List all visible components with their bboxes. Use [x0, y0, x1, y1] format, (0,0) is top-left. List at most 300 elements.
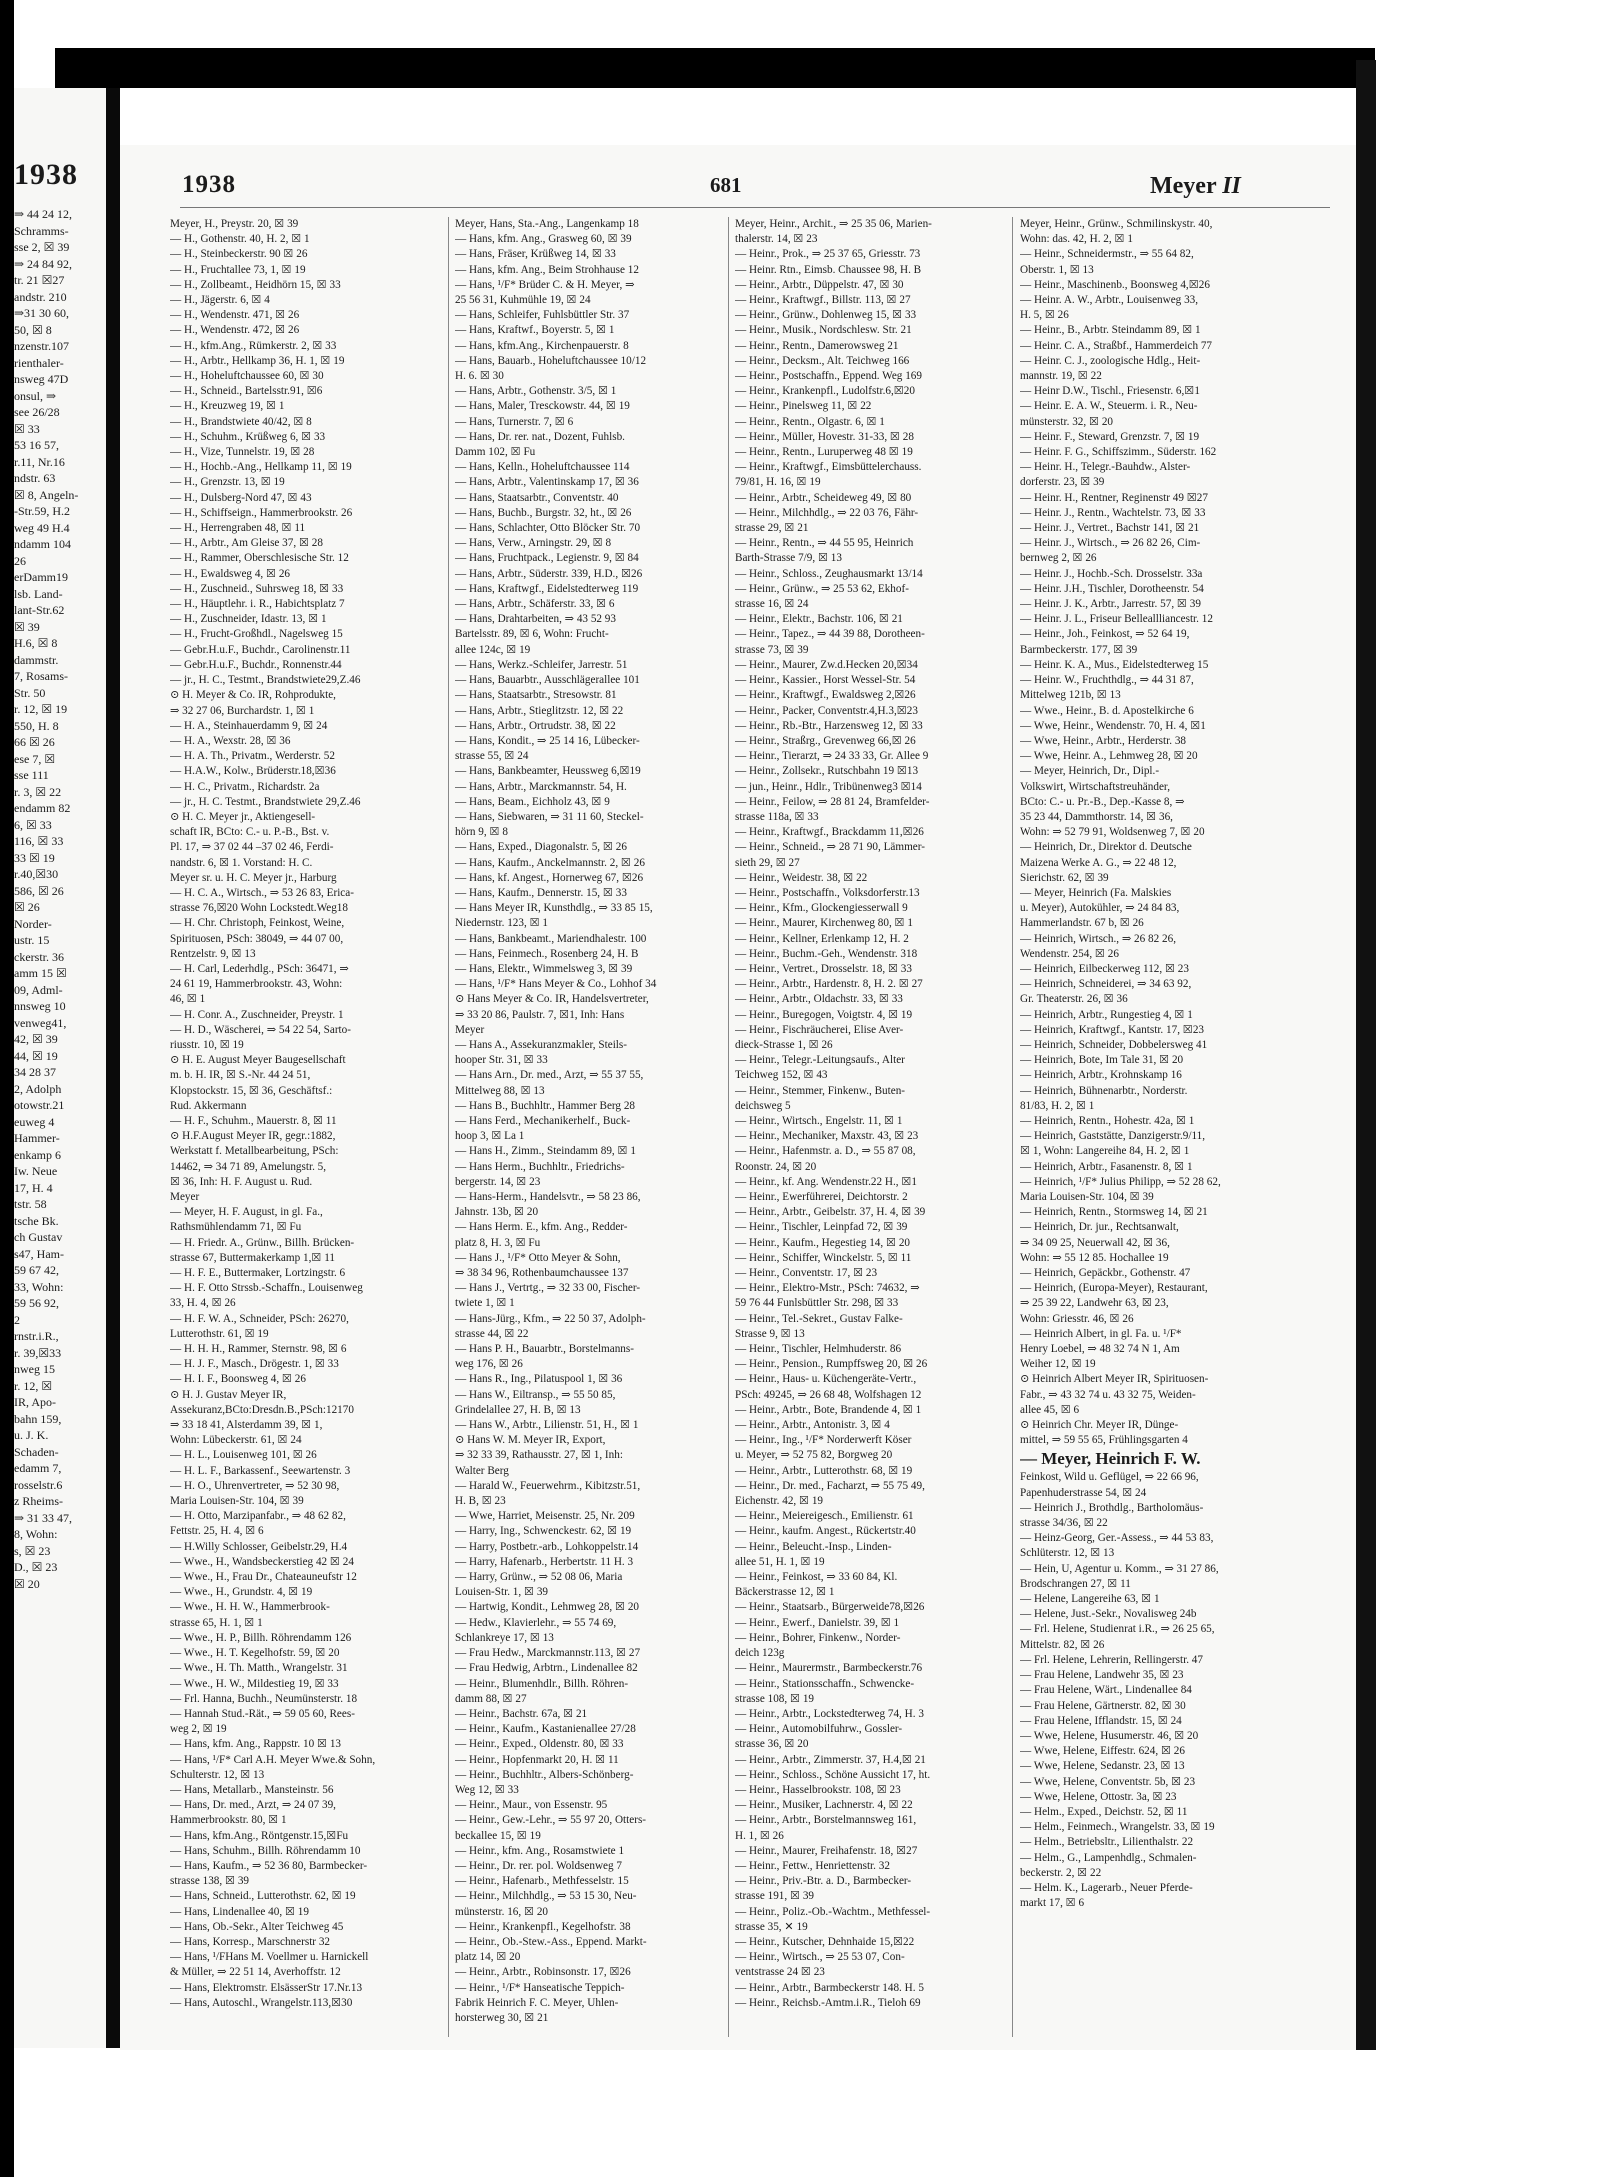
directory-entry-line: — H., Gothenstr. 40, H. 2, ☒ 1: [170, 233, 310, 246]
directory-entry-line: — Heinr. H., Telegr.-Bauhdw., Alster-: [1020, 461, 1191, 474]
directory-entry-line: — Heinr. J. K., Arbtr., Jarrestr. 57, ☒ 39: [1020, 598, 1201, 611]
directory-entry-line: dieck-Strasse 1, ☒ 26: [735, 1038, 833, 1051]
adjacent-page-lines: [14, 206, 106, 1592]
directory-entry-line: — Hans, Siebwaren, ⇒ 31 11 60, Steckel-: [455, 810, 644, 823]
directory-entry-line: Assekuranz,BCto:Dresdn.B.,PSch:12170: [170, 1403, 354, 1416]
adjacent-page-line: Schaden-: [14, 1444, 59, 1459]
directory-entry-line: — Wwe., H. P., Billh. Röhrendamm 126: [170, 1631, 352, 1644]
directory-entry-line: — Helm., Betriebsltr., Lilienthalstr. 22: [1020, 1836, 1194, 1849]
directory-entry-line: — Hans, Maler, Tresckowstr. 44, ☒ 19: [455, 400, 630, 413]
directory-entry-line: — Heinr., Wirtsch., ⇒ 25 53 07, Con-: [735, 1951, 905, 1964]
directory-entry-line: 59 76 44 Funlsbüttler Str. 298, ☒ 33: [735, 1297, 899, 1310]
directory-entry-line: — Meyer, Heinrich, Dr., Dipl.-: [1020, 765, 1160, 778]
directory-entry-line: Niedernstr. 123, ☒ 1: [455, 917, 548, 930]
directory-entry-line: Weiher 12, ☒ 19: [1020, 1358, 1096, 1371]
directory-entry-line: — Heinr., Tischler, Helmhuderstr. 86: [735, 1343, 902, 1356]
directory-entry-line: Barth-Strasse 7/9, ☒ 13: [735, 552, 842, 565]
directory-entry-line: — Heinr., Arbtr., Bote, Brandende 4, ☒ 1: [735, 1403, 922, 1416]
directory-entry-line: — H. A. Th., Privatm., Werderstr. 52: [170, 750, 335, 763]
adjacent-page-line: rienthaler-: [14, 355, 64, 370]
directory-entry-line: — Heinrich, Bote, Im Tale 31, ☒ 20: [1020, 1054, 1184, 1067]
adjacent-page-line: lsb. Land-: [14, 586, 63, 601]
directory-entry-line: — Hans J., Vertrtg., ⇒ 32 33 00, Fischer-: [455, 1282, 641, 1295]
adjacent-page-line: tstr. 58: [14, 1197, 47, 1211]
directory-entry-line: — Heinr. F., Steward, Grenzstr. 7, ☒ 19: [1020, 430, 1200, 443]
directory-entry-line: Oberstr. 1, ☒ 13: [1020, 263, 1094, 276]
directory-entry-line: Rentzelstr. 9, ☒ 13: [170, 947, 256, 960]
directory-entry-line: — Hans, kfm.Ang., Kirchenpauerstr. 8: [455, 339, 629, 352]
directory-entry-line: Hammerbrookstr. 80, ☒ 1: [170, 1814, 287, 1827]
directory-entry-line: — Hans Arn., Dr. med., Arzt, ⇒ 55 37 55,: [455, 1069, 644, 1082]
directory-entry-line: — Heinr. K. A., Mus., Eidelstedterweg 15: [1020, 658, 1209, 671]
directory-entry-line: Pl. 17, ⇒ 37 02 44 –37 02 46, Ferdi-: [170, 841, 334, 854]
directory-entry-line: — H. Friedr. A., Grünw., Billh. Brücken-: [170, 1236, 355, 1249]
directory-entry-line: — Wwe, Helene, Eiffestr. 624, ☒ 26: [1020, 1745, 1185, 1758]
directory-entry-line: — Hans, Arbtr., Gothenstr. 3/5, ☒ 1: [455, 385, 617, 398]
directory-entry-line: — Hans, Werkz.-Schleifer, Jarrestr. 51: [455, 658, 628, 671]
directory-entry-line: twiete 1, ☒ 1: [455, 1297, 515, 1310]
directory-entry-line: ⊙ H.F.August Meyer IR, gegr.:1882,: [170, 1130, 336, 1143]
directory-entry-line: strasse 76,☒20 Wohn Lockstedt.Weg18: [170, 902, 348, 915]
directory-entry-line: — Heinrich J., Brothdlg., Bartholomäus-: [1020, 1501, 1204, 1514]
directory-entry-line: — Heinr., Reichsb.-Amtm.i.R., Tieloh 69: [735, 1996, 921, 2009]
adjacent-page-line: r.11, Nr.16: [14, 454, 65, 469]
adjacent-page-line: 116, ☒ 33: [14, 834, 64, 848]
directory-entry-line: — Heinr., Kraftwgf., Brackdamm 11,☒26: [735, 826, 924, 839]
directory-entry-line: — Heinr., Hafenarb., Methfesselstr. 15: [455, 1875, 629, 1888]
directory-entry-line: — Heinrich, Arbtr., Rungestieg 4, ☒ 1: [1020, 1008, 1193, 1021]
directory-entry-line: — Harry, Postbetr.-arb., Lohkoppelstr.14: [455, 1540, 639, 1553]
directory-entry-line: — Heinr., Kraftwgf., Eimsbüttelerchauss.: [735, 461, 922, 474]
directory-entry-line: — Heinr. J. L., Friseur Belleallliancestr. 12: [1020, 613, 1213, 626]
adjacent-page-line: IR, Apo-: [14, 1395, 56, 1409]
adjacent-page-line: 59 56 92,: [14, 1296, 59, 1310]
directory-entry-line: allee 124c, ☒ 19: [455, 643, 531, 656]
directory-entry-line: — Heinr., Stationsschaffn., Schwencke-: [735, 1677, 915, 1690]
directory-entry-line: — Heinr., Musiker, Lachnerstr. 4, ☒ 22: [735, 1799, 913, 1812]
directory-entry-line: — Heinr., Tel.-Sekret., Gustav Falke-: [735, 1312, 903, 1325]
directory-entry-line: Fabrik Heinrich F. C. Meyer, Uhlen-: [455, 1996, 619, 2009]
adjacent-page-line: ndstr. 63: [14, 471, 56, 485]
directory-entry-line: — Hans, Dr. rer. nat., Dozent, Fuhlsb.: [455, 430, 625, 443]
directory-entry-line: strasse 191, ☒ 39: [735, 1890, 815, 1903]
directory-entry-line: riusstr. 10, ☒ 19: [170, 1038, 244, 1051]
directory-entry-line: — Hans, Fruchtpack., Legienstr. 9, ☒ 84: [455, 552, 639, 565]
directory-entry-line: — H., Arbtr., Hellkamp 36, H. 1, ☒ 19: [170, 354, 345, 367]
directory-entry-line: — Hans, kfm. Ang., Rappstr. 10 ☒ 13: [170, 1738, 342, 1751]
directory-entry-line: — Hans A., Assekuranzmakler, Steils-: [455, 1038, 627, 1051]
directory-entry-line: — H., Grenzstr. 13, ☒ 19: [170, 476, 285, 489]
adjacent-page-line: 34 28 37: [14, 1065, 56, 1079]
directory-entry-line: — Heinrich, ¹/F* Julius Philipp, ⇒ 52 28 62,: [1020, 1175, 1221, 1188]
directory-entry-line: — H., Steinbeckerstr. 90 ☒ 26: [170, 248, 308, 261]
adjacent-page-line: Hammer-: [14, 1131, 60, 1145]
directory-entry-line: — Hans, kfm.Ang., Röntgenstr.15,☒Fu: [170, 1829, 349, 1842]
directory-entry-line: — Heinr., Vertret., Drosselstr. 18, ☒ 33: [735, 962, 912, 975]
directory-entry-line: — Wwe, Helene, Ottostr. 3a, ☒ 23: [1020, 1790, 1177, 1803]
directory-entry-line: — Heinr. C. J., zoologische Hdlg., Heit-: [1020, 354, 1201, 367]
directory-entry-line: — Heinr., Dr. med., Facharzt, ⇒ 55 75 49,: [735, 1479, 925, 1492]
directory-entry-line: Teichweg 152, ☒ 43: [735, 1069, 828, 1082]
adjacent-page-line: 50, ☒ 8: [14, 322, 52, 337]
directory-entry-line: — Heinr. J., Vertret., Bachstr 141, ☒ 21: [1020, 522, 1200, 535]
directory-entry-line: — H., Dulsberg-Nord 47, ☒ 43: [170, 491, 312, 504]
directory-entry-line: strasse 36, ☒ 20: [735, 1738, 809, 1751]
directory-entry-line: münsterstr. 32, ☒ 20: [1020, 415, 1114, 428]
directory-entry-line: — Heinr., Exped., Oldenstr. 80, ☒ 33: [455, 1738, 624, 1751]
directory-entry-line: — Heinr., Automobilfuhrw., Gossler-: [735, 1723, 903, 1736]
directory-entry-line: — Heinr D.W., Tischl., Friesenstr. 6,☒1: [1020, 385, 1200, 398]
adjacent-page-fragment: [14, 88, 106, 2048]
directory-entry-line: hooper Str. 31, ☒ 33: [455, 1054, 548, 1067]
directory-entry-line: — H., Kreuzweg 19, ☒ 1: [170, 400, 285, 413]
scan-edge-right: [1356, 60, 1376, 2050]
directory-entry-line: — Hans B., Buchhltr., Hammer Berg 28: [455, 1099, 636, 1112]
directory-entry-line: — Harry, Hafenarb., Herbertstr. 11 H. 3: [455, 1555, 634, 1568]
directory-entry-line: — Heinr., Rentn., Damerowsweg 21: [735, 339, 899, 352]
directory-entry-line: — Hans, Exped., Diagonalstr. 5, ☒ 26: [455, 841, 627, 854]
directory-entry-line: — Wwe., H., Grundstr. 4, ☒ 19: [170, 1586, 313, 1599]
directory-entry-line: — Heinr., Arbtr., Geibelstr. 37, H. 4, ☒ 39: [735, 1206, 926, 1219]
directory-entry-line: deich 123g: [735, 1647, 785, 1660]
directory-entry-line: — Heinrich, Kraftwgf., Kantstr. 17, ☒23: [1020, 1023, 1205, 1036]
directory-entry-line: ⊙ H. Meyer & Co. IR, Rohprodukte,: [170, 689, 336, 702]
directory-entry-line: deichsweg 5: [735, 1099, 791, 1112]
directory-entry-line: thalerstr. 14, ☒ 23: [735, 233, 818, 246]
directory-entry-line: u. Meyer), Autokühler, ⇒ 24 84 83,: [1020, 902, 1180, 915]
directory-entry-line: — H. F. Otto Strssb.-Schaffn., Louisenweg: [170, 1282, 363, 1295]
directory-entry-line: — Hans R., Ing., Pilatuspool 1, ☒ 36: [455, 1373, 623, 1386]
directory-entry-line: — Heinr., Milchhdlg., ⇒ 53 15 30, Neu-: [455, 1890, 637, 1903]
directory-entry-line: — Hans, Arbtr., Ortrudstr. 38, ☒ 22: [455, 719, 616, 732]
directory-entry-line: — Hans, Beam., Eichholz 43, ☒ 9: [455, 795, 610, 808]
directory-entry-line: Wohn: ⇒ 52 79 91, Woldsenweg 7, ☒ 20: [1020, 826, 1205, 839]
directory-entry-line: — Heinr., Maurer, Kirchenweg 80, ☒ 1: [735, 917, 913, 930]
directory-entry-line: — Heinr., Arbtr., Borstelmannsweg 161,: [735, 1814, 917, 1827]
directory-entry-line: — Heinr., Bachstr. 67a, ☒ 21: [455, 1707, 588, 1720]
directory-entry-line: Brodschrangen 27, ☒ 11: [1020, 1577, 1131, 1590]
directory-entry-line: — H. A., Steinhauerdamm 9, ☒ 24: [170, 719, 328, 732]
directory-entry-line: — Hans, ¹/F* Brüder C. & H. Meyer, ⇒: [455, 278, 635, 291]
directory-entry-line: — Frl. Helene, Studienrat i.R., ⇒ 26 25 65,: [1020, 1623, 1215, 1636]
directory-entry-line: — jun., Heinr., Hdlr., Tribünenweg3 ☒14: [735, 780, 922, 793]
directory-entry-line: — H. J. F., Masch., Drögestr. 1, ☒ 33: [170, 1358, 339, 1371]
directory-entry-line: — Heinrich, Wirtsch., ⇒ 26 82 26,: [1020, 932, 1176, 945]
directory-entry-line: — Helm. K., Lagerarb., Neuer Pferde-: [1020, 1881, 1193, 1894]
directory-entry-line: ⊙ H. J. Gustav Meyer IR,: [170, 1388, 287, 1401]
directory-entry-line: Werkstatt f. Metallbearbeitung, PSch:: [170, 1145, 339, 1158]
directory-entry-line: — Wwe., H. Th. Matth., Wrangelstr. 31: [170, 1662, 348, 1675]
directory-entry-line: Feinkost, Wild u. Geflügel, ⇒ 22 66 96,: [1020, 1471, 1199, 1484]
directory-entry-line: — Heinr., Pinelsweg 11, ☒ 22: [735, 400, 872, 413]
directory-entry-line: — Hans, Schuhm., Billh. Röhrendamm 10: [170, 1844, 361, 1857]
adjacent-page-line: -Str.59, H.2: [14, 504, 71, 518]
adjacent-page-line: Norder-: [14, 916, 52, 931]
directory-entry-line: strasse 55, ☒ 24: [455, 750, 529, 763]
directory-entry-line: — H. L., Louisenweg 101, ☒ 26: [170, 1449, 317, 1462]
adjacent-page-line: 586, ☒ 26: [14, 883, 64, 898]
heading-name: Meyer: [1150, 173, 1217, 199]
directory-entry-line: — H. Chr. Christoph, Feinkost, Weine,: [170, 917, 345, 930]
directory-entry-line: — H. L. F., Barkassenf., Seewartenstr. 3: [170, 1464, 351, 1477]
directory-entry-line: Roonstr. 24, ☒ 20: [735, 1160, 817, 1173]
directory-entry-line: — Meyer, Heinrich F. W.: [1020, 1449, 1201, 1469]
adjacent-page-line: nsweg 47D: [14, 372, 69, 386]
directory-entry-line: — Heinr., Mechaniker, Maxstr. 43, ☒ 23: [735, 1130, 919, 1143]
directory-entry-line: — Heinr. Rtn., Eimsb. Chaussee 98, H. B: [735, 263, 922, 276]
adjacent-page-line: venweg41,: [14, 1015, 67, 1030]
directory-entry-line: — Heinr., Feilow, ⇒ 28 81 24, Bramfelder-: [735, 795, 930, 808]
directory-entry-line: allee 45, ☒ 6: [1020, 1403, 1080, 1416]
adjacent-page-line: s, ☒ 23: [14, 1543, 51, 1558]
directory-entry-line: — Heinr., Arbtr., Zimmerstr. 37, H.4,☒ 21: [735, 1753, 926, 1766]
directory-entry-line: — Heinrich, Eilbeckerweg 112, ☒ 23: [1020, 962, 1189, 975]
adjacent-page-line: 33 ☒ 19: [14, 850, 55, 865]
directory-entry-line: ⊙ Heinrich Chr. Meyer IR, Dünge-: [1020, 1419, 1179, 1432]
directory-entry-line: Louisen-Str. 1, ☒ 39: [455, 1586, 549, 1599]
directory-entry-line: sieth 29, ☒ 27: [735, 856, 800, 869]
adjacent-page-line: nweg 15: [14, 1362, 55, 1376]
directory-entry-line: allee 51, H. 1, ☒ 19: [735, 1555, 825, 1568]
directory-entry-line: — Heinr. J., Wirtsch., ⇒ 26 82 26, Cim-: [1020, 537, 1201, 550]
directory-entry-line: hörn 9, ☒ 8: [455, 826, 508, 839]
directory-entry-line: — Heinr., Ing., ¹/F* Norderwerft Köser: [735, 1434, 912, 1447]
directory-entry-line: — Helene, Just.-Sekr., Novalisweg 24b: [1020, 1608, 1197, 1621]
adjacent-page-line: see 26/28: [14, 405, 60, 419]
adjacent-page-line: weg 49 H.4: [14, 520, 70, 535]
directory-entry-line: — Hans, kfm. Ang., Beim Strohhause 12: [455, 263, 639, 276]
directory-entry-line: Rud. Akkermann: [170, 1099, 247, 1112]
directory-entry-line: — H., Hoheluftchaussee 60, ☒ 30: [170, 370, 324, 383]
directory-entry-line: — Heinr., Gew.-Lehr., ⇒ 55 97 20, Otters-: [455, 1814, 647, 1827]
directory-entry-line: damm 88, ☒ 27: [455, 1692, 527, 1705]
directory-entry-line: Schlüterstr. 12, ☒ 13: [1020, 1547, 1115, 1560]
directory-entry-line: — Frl. Helene, Lehrerin, Rellingerstr. 47: [1020, 1653, 1203, 1666]
directory-entry-line: — Heinz-Georg, Ger.-Assess., ⇒ 44 53 83,: [1020, 1532, 1214, 1545]
directory-entry-line: — Heinr. E. A. W., Steuerm. i. R., Neu-: [1020, 400, 1198, 413]
adjacent-page-line: euweg 4: [14, 1114, 55, 1129]
directory-column-2: [455, 217, 730, 2026]
directory-entry-line: — Heinr., Feinkost, ⇒ 33 60 84, Kl.: [735, 1571, 898, 1584]
directory-entry-line: — Harry, Ing., Schwenckestr. 62, ☒ 19: [455, 1525, 632, 1538]
directory-entry-line: ⊙ Heinrich Albert Meyer IR, Spirituosen-: [1020, 1373, 1209, 1386]
adjacent-page-line: bahn 159,: [14, 1411, 62, 1426]
directory-entry-line: — Wwe, Heinr. A., Lehmweg 28, ☒ 20: [1020, 750, 1198, 763]
directory-entry-line: horsterweg 30, ☒ 21: [455, 2011, 549, 2024]
directory-entry-line: — Heinr., Zollsekr., Rutschbahn 19 ☒13: [735, 765, 919, 778]
page-heading: [1150, 173, 1241, 200]
directory-entry-line: — Heinr., Beleucht.-Insp., Linden-: [735, 1540, 892, 1553]
adjacent-page-line: Schramms-: [14, 223, 69, 238]
directory-entry-line: — Heinr., Tierarzt, ⇒ 24 33 33, Gr. Allee 9: [735, 750, 929, 763]
directory-entry-line: — Hans, Staatsarbtr., Conventstr. 40: [455, 491, 619, 504]
directory-entry-line: — Hein, U, Agentur u. Komm., ⇒ 31 27 86,: [1020, 1562, 1219, 1575]
directory-entry-line: H. 5, ☒ 26: [1020, 309, 1069, 322]
directory-entry-line: — Heinrich Albert, in gl. Fa. u. ¹/F*: [1020, 1327, 1182, 1340]
directory-entry-line: Wohn: Lübeckerstr. 61, ☒ 24: [170, 1434, 302, 1447]
directory-entry-line: — H., Ewaldsweg 4, ☒ 26: [170, 567, 291, 580]
directory-entry-line: strasse 44, ☒ 22: [455, 1327, 529, 1340]
directory-entry-line: — Heinr., Arbtr., Barmbeckerstr 148. H. 5: [735, 1981, 924, 1994]
adjacent-page-line: endamm 82: [14, 801, 71, 815]
directory-entry-line: — Heinr. J., Hochb.-Sch. Drosselstr. 33a: [1020, 567, 1203, 580]
directory-entry-line: 24 61 19, Hammerbrookstr. 43, Wohn:: [170, 978, 343, 991]
directory-entry-line: BCto: C.- u. Pr.-B., Dep.-Kasse 8, ⇒: [1020, 795, 1185, 808]
directory-entry-line: — Heinr., Grünw., Dohlenweg 15, ☒ 33: [735, 309, 917, 322]
adjacent-page-line: 26: [14, 553, 26, 568]
directory-entry-line: mannstr. 19, ☒ 22: [1020, 370, 1102, 383]
directory-entry-line: — Wwe., H., Frau Dr., Chateauneufstr 12: [170, 1571, 357, 1584]
directory-entry-line: weg 2, ☒ 19: [170, 1723, 227, 1736]
directory-entry-line: — Hans, ¹/F* Carl A.H. Meyer Wwe.& Sohn,: [170, 1753, 376, 1766]
directory-entry-line: Volkswirt, Wirtschaftstreuhänder,: [1020, 780, 1170, 793]
directory-entry-line: ⇒ 38 34 96, Rothenbaumchaussee 137: [455, 1267, 629, 1280]
directory-entry-line: Strasse 9, ☒ 13: [735, 1327, 805, 1340]
directory-entry-line: — Heinr., Arbtr., Oldachstr. 33, ☒ 33: [735, 993, 903, 1006]
directory-entry-line: — Hans, Ob.-Sekr., Alter Teichweg 45: [170, 1920, 344, 1933]
directory-entry-line: — Hans Herm. E., kfm. Ang., Redder-: [455, 1221, 628, 1234]
directory-entry-line: ⇒ 32 27 06, Burchardstr. 1, ☒ 1: [170, 704, 315, 717]
directory-entry-line: — Hans Herm., Buchhltr., Friedrichs-: [455, 1160, 625, 1173]
directory-entry-line: — Heinr., Fettw., Henriettenstr. 32: [735, 1859, 890, 1872]
directory-entry-line: — H. Conr. A., Zuschneider, Preystr. 1: [170, 1008, 344, 1021]
directory-entry-line: — Heinr., Schneidermstr., ⇒ 55 64 82,: [1020, 248, 1194, 261]
directory-entry-line: strasse 65, H. 1, ☒ 1: [170, 1616, 263, 1629]
directory-entry-line: — Wwe, Helene, Conventstr. 5b, ☒ 23: [1020, 1775, 1196, 1788]
directory-entry-line: — Hans, Autoschl., Wrangelstr.113,☒30: [170, 1996, 353, 2009]
directory-entry-line: beckallee 15, ☒ 19: [455, 1829, 541, 1842]
directory-entry-line: — Heinr., Müller, Hovestr. 31-33, ☒ 28: [735, 430, 914, 443]
directory-entry-line: Mittelstr. 82, ☒ 26: [1020, 1638, 1105, 1651]
page-number: 681: [710, 173, 742, 197]
directory-entry-line: — Heinr., Postschaffn., Eppend. Weg 169: [735, 370, 922, 383]
directory-entry-line: — H., Frucht-Großhdl., Nagelsweg 15: [170, 628, 343, 641]
directory-entry-line: — Heinr. A. W., Arbtr., Louisenweg 33,: [1020, 294, 1199, 307]
directory-entry-line: — Frau Helene, Wärt., Lindenallee 84: [1020, 1684, 1192, 1697]
directory-entry-line: beckerstr. 2, ☒ 22: [1020, 1866, 1102, 1879]
directory-entry-line: — Heinr., Straßrg., Grevenweg 66,☒ 26: [735, 734, 916, 747]
heading-section: II: [1222, 173, 1241, 199]
directory-entry-line: 14462, ⇒ 34 71 89, Amelungstr. 5,: [170, 1160, 327, 1173]
directory-entry-line: — Heinr., Maurermstr., Barmbeckerstr.76: [735, 1662, 923, 1675]
directory-entry-line: H. 1, ☒ 26: [735, 1829, 784, 1842]
directory-entry-line: — Hans, Staatsarbtr., Stresowstr. 81: [455, 689, 617, 702]
adjacent-page-line: 2, Adolph: [14, 1081, 62, 1096]
directory-entry-line: — Heinr., Arbtr., Düppelstr. 47, ☒ 30: [735, 278, 904, 291]
adjacent-page-line: ⇒31 30 60,: [14, 306, 70, 320]
directory-entry-line: dorferstr. 23, ☒ 39: [1020, 476, 1105, 489]
directory-entry-line: strasse 67, Buttermakerkamp 1,☒ 11: [170, 1251, 335, 1264]
directory-entry-line: — H., Herrengraben 48, ☒ 11: [170, 522, 306, 535]
directory-entry-line: — Heinr., Maurer, Freihafenstr. 18, ☒27: [735, 1844, 918, 1857]
directory-entry-line: Rathsmühlendamm 71, ☒ Fu: [170, 1221, 302, 1234]
directory-entry-line: — H., Zuschneid., Suhrsweg 18, ☒ 33: [170, 582, 344, 595]
directory-entry-line: — Hans Ferd., Mechanikerhelf., Buck-: [455, 1114, 631, 1127]
directory-entry-line: — Wwe, Helene, Sedanstr. 23, ☒ 13: [1020, 1760, 1185, 1773]
directory-entry-line: — Heinrich, Dr., Direktor d. Deutsche: [1020, 841, 1192, 854]
directory-entry-line: ⇒ 33 18 41, Alsterdamm 39, ☒ 1,: [170, 1419, 323, 1432]
adjacent-page-line: s47, Ham-: [14, 1246, 64, 1261]
adjacent-page-line: tr. 21 ☒27: [14, 273, 65, 287]
directory-entry-line: — Helm., G., Lampenhdlg., Schmalen-: [1020, 1851, 1197, 1864]
directory-entry-line: — H., Jägerstr. 6, ☒ 4: [170, 294, 270, 307]
adjacent-page-line: 44, ☒ 19: [14, 1048, 58, 1063]
adjacent-page-line: 59 67 42,: [14, 1263, 59, 1277]
adjacent-page-line: D., ☒ 23: [14, 1560, 58, 1574]
directory-entry-line: — H. I. F., Boonsweg 4, ☒ 26: [170, 1373, 306, 1386]
directory-entry-line: — Heinr., Fischräucherei, Elise Aver-: [735, 1023, 904, 1036]
directory-entry-line: — Heinr., Stemmer, Finkenw., Buten-: [735, 1084, 906, 1097]
directory-entry-line: — Heinrich, (Europa-Meyer), Restaurant,: [1020, 1282, 1208, 1295]
directory-entry-line: weg 176, ☒ 26: [455, 1358, 523, 1371]
directory-entry-line: — Heinrich, Gepäckbr., Gothenstr. 47: [1020, 1267, 1191, 1280]
directory-entry-line: — Heinr., Packer, Conventstr.4,H.3,☒23: [735, 704, 918, 717]
directory-entry-line: Jahnstr. 13b, ☒ 20: [455, 1206, 539, 1219]
directory-entry-line: — Heinr., Kellner, Erlenkamp 12, H. 2: [735, 932, 909, 945]
directory-entry-line: — Hans, ¹/FHans M. Voellmer u. Harnickell: [170, 1951, 369, 1964]
directory-entry-line: — Heinr., Arbtr., Hardenstr. 8, H. 2. ☒ 27: [735, 978, 923, 991]
directory-entry-line: Fettstr. 25, H. 4, ☒ 6: [170, 1525, 264, 1538]
directory-entry-line: — Heinr., Ob.-Stew.-Ass., Eppend. Markt-: [455, 1935, 647, 1948]
directory-entry-line: Meyer: [170, 1191, 200, 1203]
directory-entry-line: strasse 34/36, ☒ 22: [1020, 1517, 1108, 1530]
directory-entry-line: Wohn: Griesstr. 46, ☒ 26: [1020, 1312, 1134, 1325]
directory-entry-line: Lutterothstr. 61, ☒ 19: [170, 1327, 269, 1340]
adjacent-page-line: ☒ 20: [14, 1576, 40, 1591]
directory-entry-line: — Heinr., kaufm. Angest., Rückertstr.40: [735, 1525, 916, 1538]
directory-entry-line: — Heinrich, Bühnenarbtr., Norderstr.: [1020, 1084, 1188, 1097]
adjacent-page-line: 550, H. 8: [14, 718, 59, 733]
directory-entry-line: — H. F., Schuhm., Mauerstr. 8, ☒ 11: [170, 1114, 337, 1127]
adjacent-page-line: sse 111: [14, 768, 49, 782]
directory-entry-line: — Heinr., Arbtr., Lutterothstr. 68, ☒ 19: [735, 1464, 913, 1477]
directory-entry-line: — H. F. W. A., Schneider, PSch: 26270,: [170, 1312, 349, 1325]
adjacent-page-line: 7, Rosams-: [14, 669, 68, 683]
directory-entry-line: — Heinr., Pension., Rumpffsweg 20, ☒ 26: [735, 1358, 928, 1371]
directory-entry-line: — Heinr. F. G., Schiffszimm., Süderstr. 162: [1020, 446, 1217, 459]
directory-entry-line: — Heinr., Telegr.-Leitungsaufs., Alter: [735, 1054, 905, 1067]
directory-entry-line: — Hans, kfm. Ang., Grasweg 60, ☒ 39: [455, 233, 632, 246]
directory-entry-line: — Heinr., Ewerführerei, Deichtorstr. 2: [735, 1191, 908, 1203]
directory-entry-line: — Heinr., Grünw., ⇒ 25 53 62, Ekhof-: [735, 582, 909, 595]
directory-entry-line: — Heinrich, Rentn., Stormsweg 14, ☒ 21: [1020, 1206, 1208, 1219]
directory-entry-line: Gr. Theaterstr. 26, ☒ 36: [1020, 993, 1128, 1006]
directory-entry-line: — Heinr., Elektro-Mstr., PSch: 74632, ⇒: [735, 1282, 920, 1295]
directory-entry-line: — Hedw., Klavierlehr., ⇒ 55 74 69,: [455, 1616, 617, 1629]
directory-entry-line: mittel, ⇒ 59 55 65, Frühlingsgarten 4: [1020, 1434, 1188, 1447]
directory-entry-line: 81/83, H. 2, ☒ 1: [1020, 1099, 1095, 1112]
directory-entry-line: — H. Otto, Marzipanfabr., ⇒ 48 62 82,: [170, 1510, 346, 1523]
adjacent-page-line: r. 39,☒33: [14, 1345, 62, 1360]
directory-entry-line: — H., Hochb.-Ang., Hellkamp 11, ☒ 19: [170, 461, 352, 474]
directory-entry-line: — Heinr., Schloss., Zeughausmarkt 13/14: [735, 567, 923, 580]
directory-entry-line: — Heinr., Wirtsch., Engelstr. 11, ☒ 1: [735, 1114, 903, 1127]
directory-entry-line: — Heinr. H., Rentner, Reginenstr 49 ☒27: [1020, 491, 1208, 504]
directory-entry-line: Maizena Werke A. G., ⇒ 22 48 12,: [1020, 856, 1177, 869]
directory-entry-line: ⇒ 33 20 86, Paulstr. 7, ☒1, Inh: Hans: [455, 1008, 625, 1021]
header-rule: [180, 207, 1330, 208]
directory-entry-line: hoop 3, ☒ La 1: [455, 1130, 525, 1143]
adjacent-page-line: r.40,☒30: [14, 867, 59, 881]
directory-entry-line: — Heinrich, Arbtr., Fasanenstr. 8, ☒ 1: [1020, 1160, 1193, 1173]
scan-edge-left: [0, 0, 14, 2177]
adjacent-page-line: ☒ 8, Angeln-: [14, 487, 79, 502]
directory-entry-line: — Heinr., Meiereigesch., Emilienstr. 61: [735, 1510, 914, 1523]
directory-entry-line: — Helene, Langereihe 63, ☒ 1: [1020, 1593, 1160, 1606]
directory-entry-line: — Heinr., Decksm., Alt. Teichweg 166: [735, 354, 910, 367]
directory-entry-line: — Heinr., Elektr., Bachstr. 106, ☒ 21: [735, 613, 903, 626]
directory-entry-line: Papenhuderstrasse 54, ☒ 24: [1020, 1486, 1147, 1499]
